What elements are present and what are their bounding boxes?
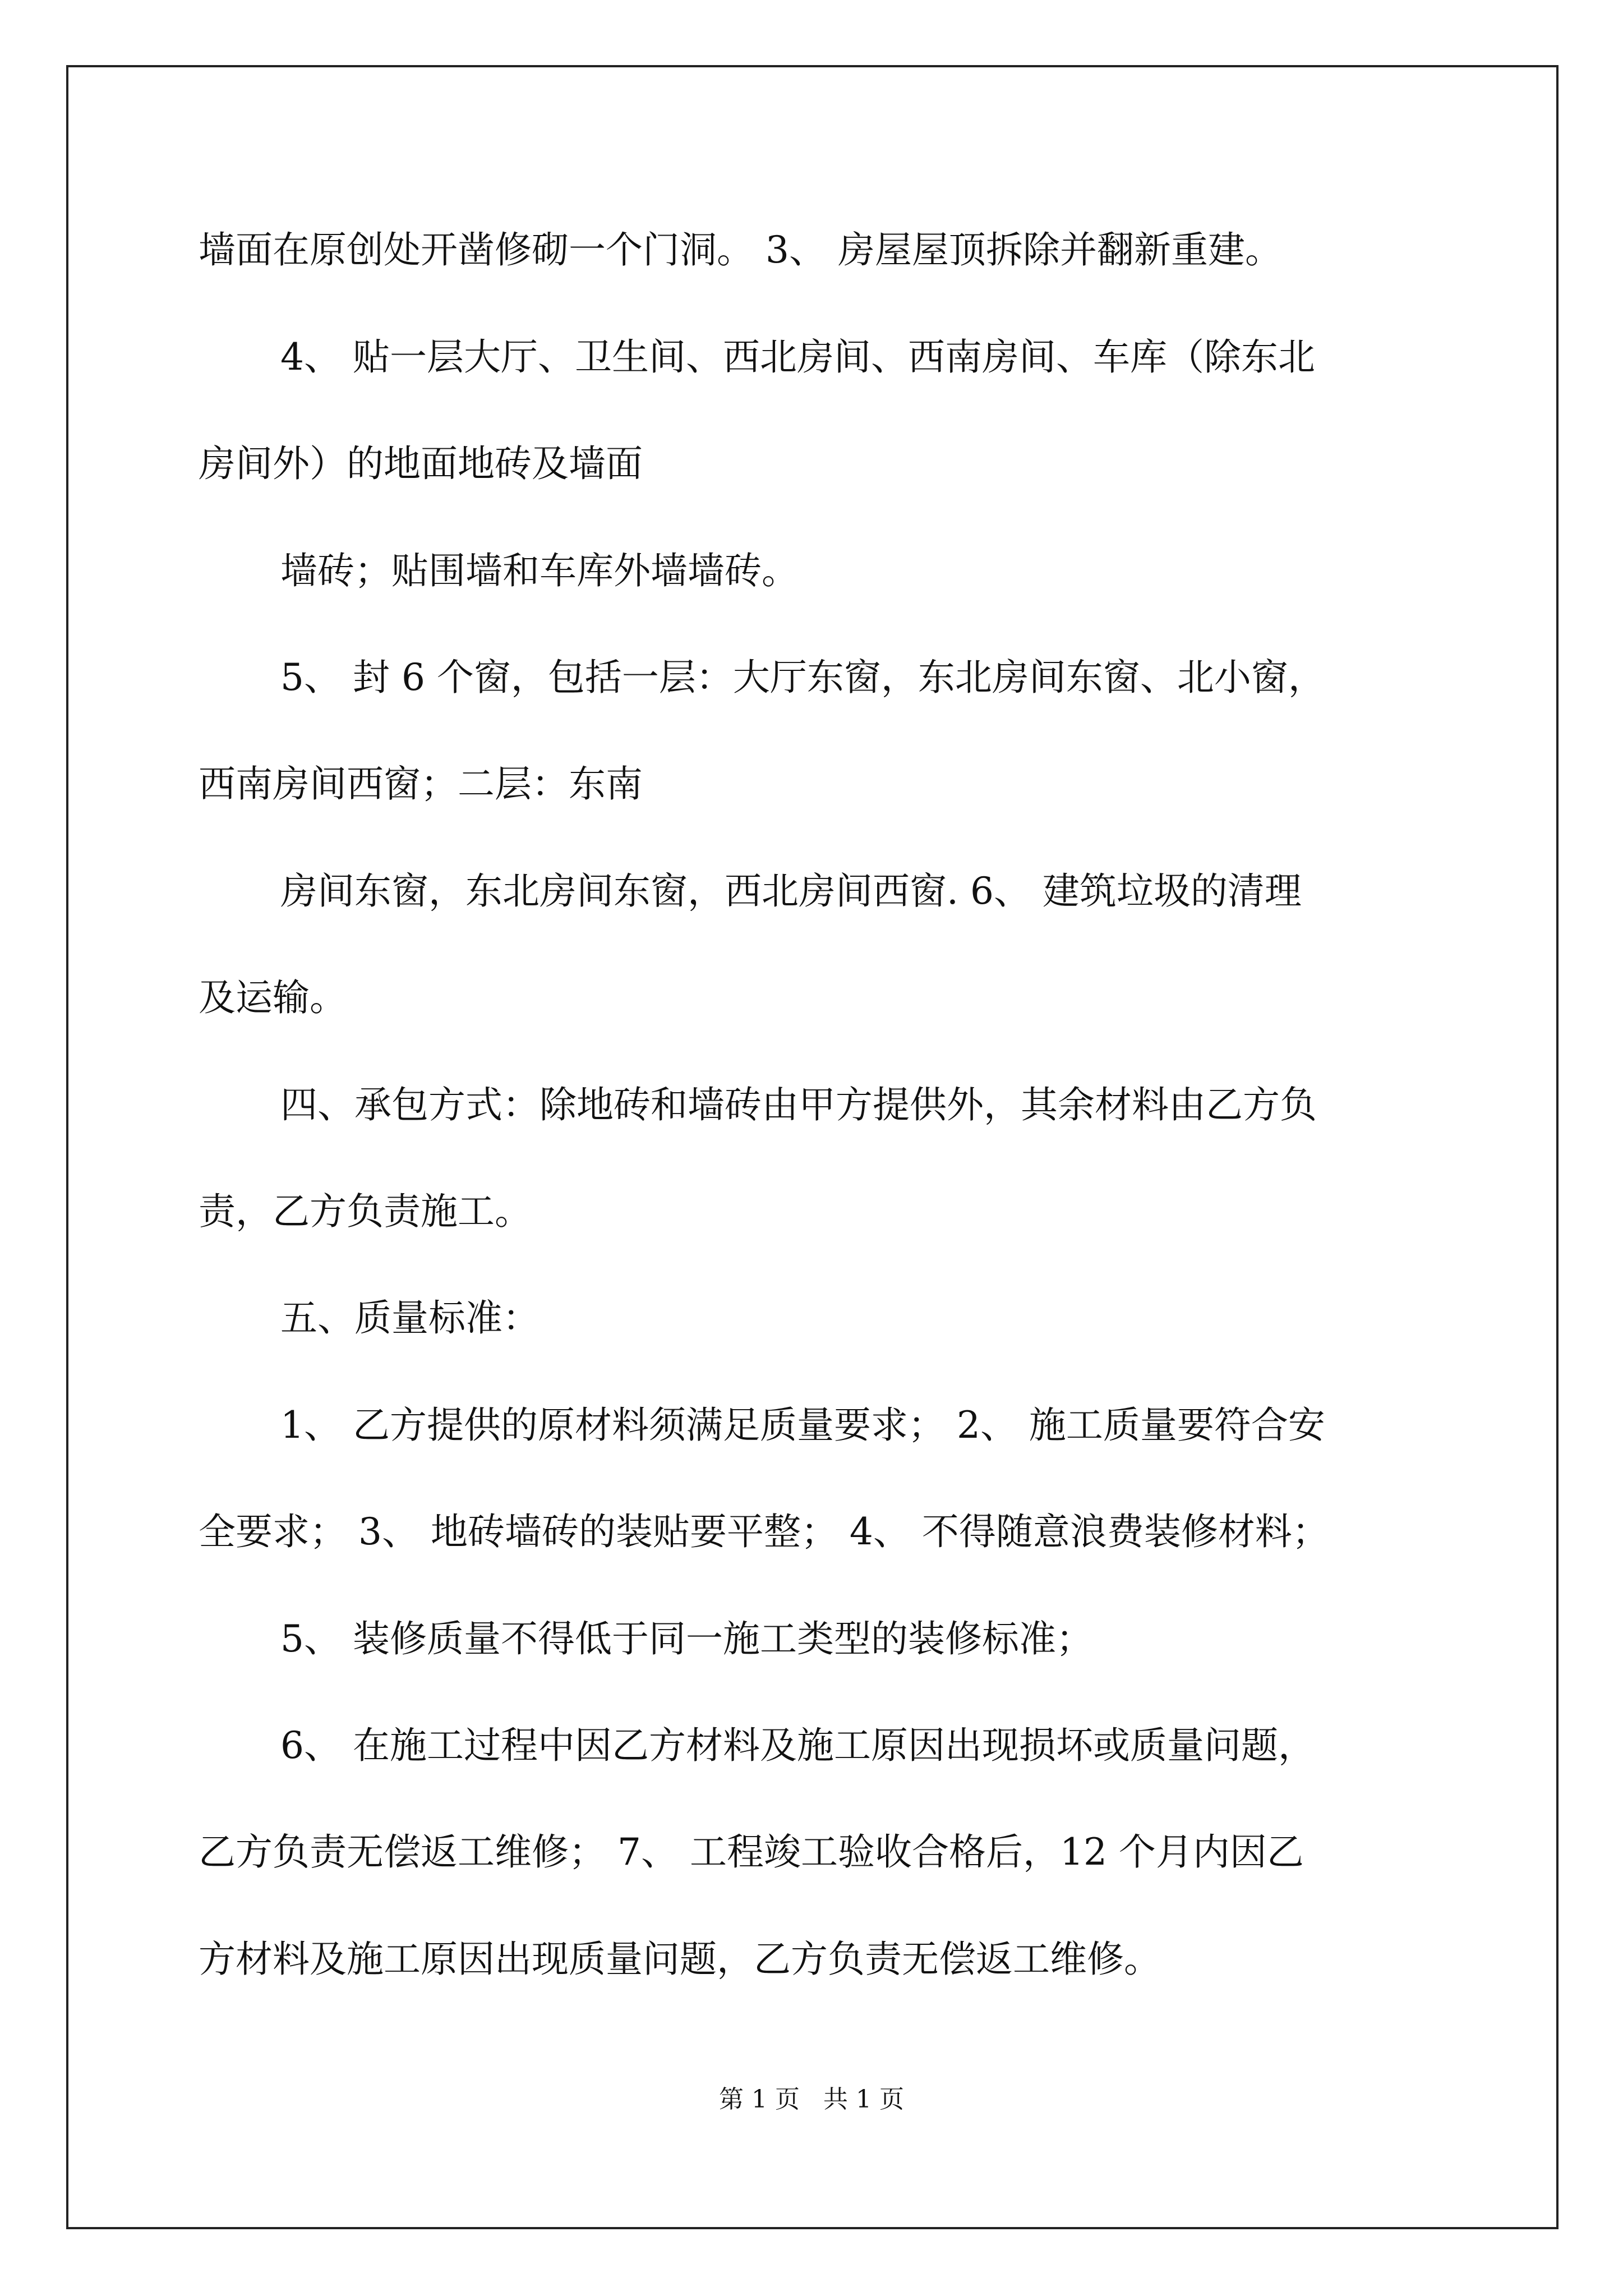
text-line-13: 全要求； 3、 地砖墙砖的装贴要平整； 4、 不得随意浪费装修材料； (199, 1510, 1329, 1553)
text-line-14: 5、 装修质量不得低于同一施工类型的装修标准； (280, 1617, 1093, 1660)
text-line-16: 乙方负责无偿返工维修； 7、 工程竣工验收合格后，12 个月内因乙 (199, 1830, 1304, 1874)
text-line-7: 房间东窗，东北房间东窗，西北房间西窗. 6、 建筑垃圾的清理 (280, 869, 1302, 913)
text-line-6: 西南房间西窗；二层：东南 (199, 762, 643, 806)
text-line-12: 1、 乙方提供的原材料须满足质量要求； 2、 施工质量要符合安 (280, 1404, 1325, 1447)
text-line-15: 6、 在施工过程中因乙方材料及施工原因出现损坏或质量问题， (280, 1724, 1315, 1767)
text-line-4: 墙砖；贴围墙和车库外墙墙砖。 (280, 549, 799, 592)
text-line-10: 责，乙方负责施工。 (199, 1190, 532, 1233)
page-border (66, 65, 1559, 2229)
section-heading-quality: 五、质量标准： (280, 1296, 540, 1340)
text-line-9: 四、承包方式：除地砖和墙砖由甲方提供外，其余材料由乙方负 (280, 1083, 1317, 1126)
text-line-8: 及运输。 (199, 976, 347, 1019)
text-line-2: 4、 贴一层大厅、卫生间、西北房间、西南房间、车库（除东北 (280, 335, 1315, 379)
page-number-footer: 第 1 页 共 1 页 (719, 2085, 904, 2114)
text-line-3: 房间外）的地面地砖及墙面 (199, 442, 643, 485)
text-line-5: 5、 封 6 个窗，包括一层：大厅东窗，东北房间东窗、北小窗， (280, 656, 1325, 699)
text-line-17: 方材料及施工原因出现质量问题，乙方负责无偿返工维修。 (199, 1938, 1161, 1981)
text-line-1: 墙面在原创处开凿修砌一个门洞。 3、 房屋屋顶拆除并翻新重建。 (199, 228, 1282, 272)
